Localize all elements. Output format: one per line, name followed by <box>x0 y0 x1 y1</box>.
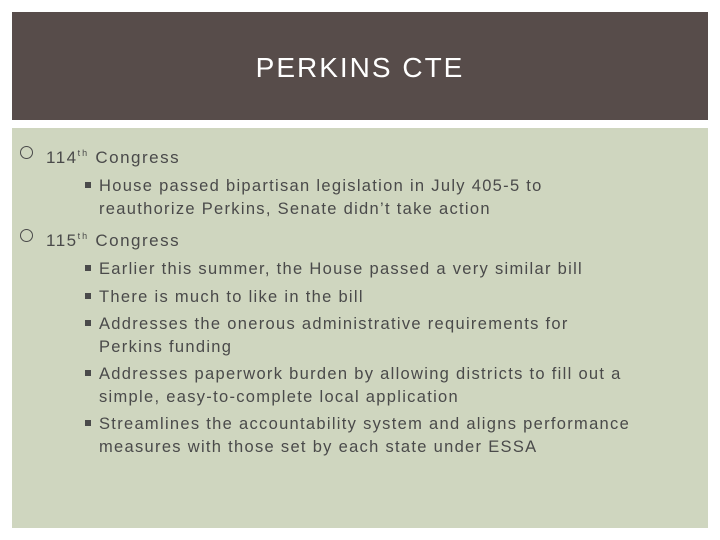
sub-bullet <box>82 363 634 408</box>
sub-bullet <box>82 175 634 220</box>
congress-label: Congress <box>95 148 181 167</box>
ordinal-suffix: th <box>77 231 90 241</box>
sub-bullet-text: There is much to like in the bill <box>99 287 364 306</box>
circle-bullet-icon <box>20 229 33 242</box>
congress-number: 114 <box>46 148 78 167</box>
sub-bullet <box>82 258 634 281</box>
title-bar <box>12 12 708 120</box>
circle-bullet-icon <box>20 146 33 159</box>
slide-title: PERKINS CTE <box>255 52 465 83</box>
bullet-115th-congress <box>20 225 606 252</box>
sub-bullet-text: House passed bipartisan legislation in July 405-5 to reauthorize Perkins, Senate didn’t take action <box>99 177 543 218</box>
sub-bullet <box>82 413 634 458</box>
square-bullet-icon <box>85 182 91 188</box>
content-area <box>12 128 708 528</box>
square-bullet-icon <box>85 265 91 271</box>
square-bullet-icon <box>85 370 91 376</box>
sub-bullet <box>82 286 634 309</box>
congress-label: Congress <box>95 231 181 250</box>
ordinal-suffix: th <box>77 148 90 158</box>
bullet-114th-congress <box>20 142 606 169</box>
square-bullet-icon <box>85 420 91 426</box>
sub-bullet-text: Addresses paperwork burden by allowing districts to fill out a simple, easy-to-complete local application <box>99 365 622 406</box>
sub-bullet-text: Streamlines the accountability system and aligns performance measures with those set by each state under ESSA <box>99 415 631 456</box>
sub-bullet-text: Addresses the onerous administrative requirements for Perkins funding <box>99 315 569 356</box>
congress-number: 115 <box>46 231 78 250</box>
sub-bullet <box>82 313 634 358</box>
square-bullet-icon <box>85 293 91 299</box>
square-bullet-icon <box>85 320 91 326</box>
sub-bullet-text: Earlier this summer, the House passed a very similar bill <box>99 260 583 278</box>
